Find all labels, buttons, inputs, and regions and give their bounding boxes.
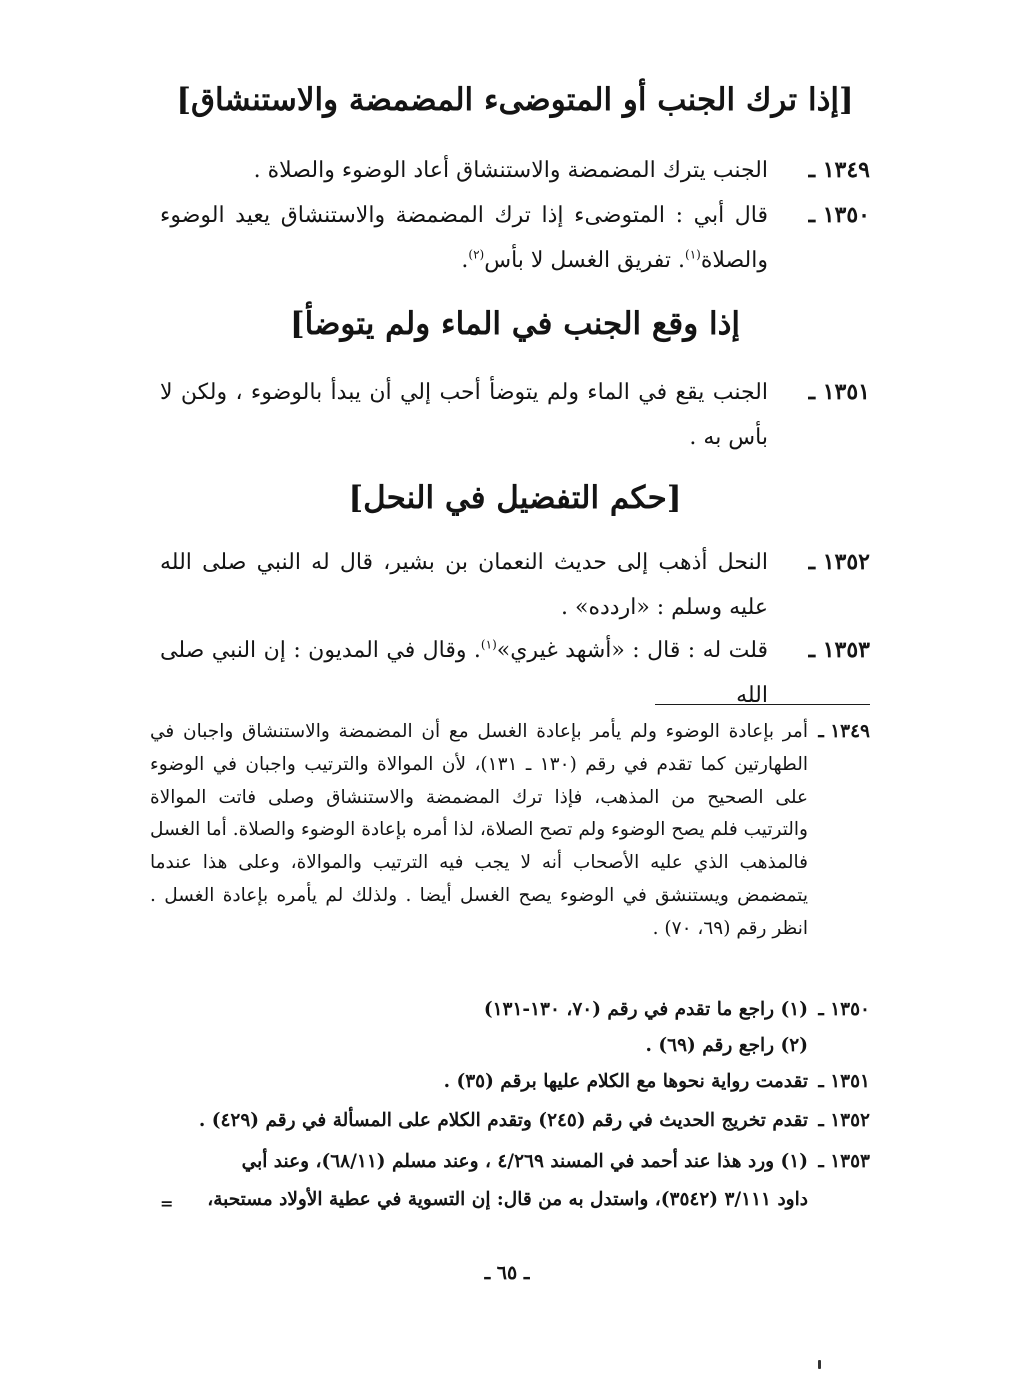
footnote-1349	[150, 716, 870, 946]
section-heading-2: إذا وقع الجنب في الماء ولم يتوضأ]	[289, 306, 741, 342]
entry-1351	[160, 370, 870, 460]
footnote-ref: (١)	[480, 637, 497, 652]
entry-number: ١٣٥٢ ـ	[808, 549, 870, 575]
footnote-separator	[655, 704, 870, 705]
entry-text-part: قال أبي : المتوضىء إذا ترك المضمضة والاستنشاق يعيد الوضوء والصلاة	[160, 203, 768, 273]
continuation-mark: =	[160, 1194, 174, 1213]
footnote-text: تقدمت رواية نحوها مع الكلام عليها برقم (٣٥) .	[443, 1071, 808, 1092]
footnote-text: داود ٣/١١١ (٣٥٤٢)، واستدل به من قال: إن التسوية في عطية الأولاد مستحبة،	[207, 1189, 808, 1210]
entry-number: ١٣٥٠ ـ	[808, 202, 870, 228]
footnote-number: ١٣٤٩ ـ	[818, 721, 870, 742]
entry-text	[160, 193, 768, 283]
entry-1350	[160, 193, 870, 283]
footnote-number: ١٣٥٣ ـ	[818, 1151, 870, 1172]
footnote-1350	[150, 994, 870, 1027]
entry-text-part: . تفريق الغسل لا بأس	[484, 248, 685, 273]
entry-1349	[160, 148, 870, 193]
section-heading-1: [إذا ترك الجنب أو المتوضىء المضمضة والاستنشاق]	[176, 82, 854, 118]
footnote-1351	[150, 1066, 870, 1099]
entry-text: النحل أذهب إلى حديث النعمان بن بشير، قال له النبي صلى الله عليه وسلم : «اردده» .	[160, 550, 768, 620]
entry-text: الجنب يترك المضمضة والاستنشاق أعاد الوضوء والصلاة .	[253, 158, 768, 183]
footnote-text: (١) ورد هذا عند أحمد في المسند ٤/٢٦٩ ، وعند مسلم (٦٨/١١)، وعند أبي	[241, 1151, 808, 1172]
footnote-ref: (٢)	[468, 247, 485, 262]
footnote-text: (١) راجع ما تقدم في رقم (٧٠، ١٣٠-١٣١)	[483, 999, 808, 1020]
entry-text: الجنب يقع في الماء ولم يتوضأ أحب إلي أن يبدأ بالوضوء ، ولكن لا بأس به .	[160, 380, 768, 450]
footnote-1352	[150, 1105, 870, 1138]
footnote-text: (٢) راجع رقم (٦٩) .	[645, 1035, 808, 1056]
footnote-text: تقدم تخريج الحديث في رقم (٢٤٥) وتقدم الكلام على المسألة في رقم (٤٢٩) .	[198, 1110, 808, 1131]
footnote-number: ١٣٥٠ ـ	[818, 999, 870, 1020]
footnote-number: ١٣٥١ ـ	[818, 1071, 870, 1092]
entry-number: ١٣٤٩ ـ	[808, 157, 870, 183]
footnote-1350-2	[150, 1030, 870, 1063]
entry-text-part: قلت له : قال : «أشهد غيري»	[496, 638, 768, 663]
footnote-text: أمر بإعادة الوضوء ولم يأمر بإعادة الغسل مع أن المضمضة والاستنشاق واجبان في الطهارتين كما تقدم في رقم (١٣٠ ـ ١٣١)، لأن الموالاة والترتيب واجبان في الوضوء على الصحيح من المذهب، فإذا ترك المضمضة والاستنشاق وصلى فاتت الموالاة والترتيب فلم يصح الوضوء ولم تصح الصلاة، لذا أمره بإعادة الوضوء والصلاة. أما الغسل فالمذهب الذي عليه الأصحاب أنه لا يجب فيه الترتيب والموالاة، وعلى هذا عندما يتمضمض ويستنشق في الوضوء يصح الغسل أيضا . ولذلك لم يأمره بإعادة الغسل . انظر رقم (٦٩، ٧٠) .	[150, 721, 808, 939]
entry-number: ١٣٥٣ ـ	[808, 637, 870, 663]
entry-number: ١٣٥١ ـ	[808, 379, 870, 405]
footnote-number: ١٣٥٢ ـ	[818, 1110, 870, 1131]
footnote-1353-continued	[150, 1184, 870, 1217]
page-number: ـ ٦٥ ـ	[484, 1262, 530, 1284]
entry-1352	[160, 540, 870, 630]
entry-text-part: .	[461, 248, 469, 273]
entry-text-part: . وقال في المديون : إن النبي صلى الله	[160, 638, 768, 708]
footnote-1353	[150, 1146, 870, 1179]
section-heading-3: [حكم التفضيل في النحل]	[348, 480, 682, 516]
footnote-ref: (١)	[685, 247, 701, 262]
scan-mark	[818, 1360, 821, 1369]
